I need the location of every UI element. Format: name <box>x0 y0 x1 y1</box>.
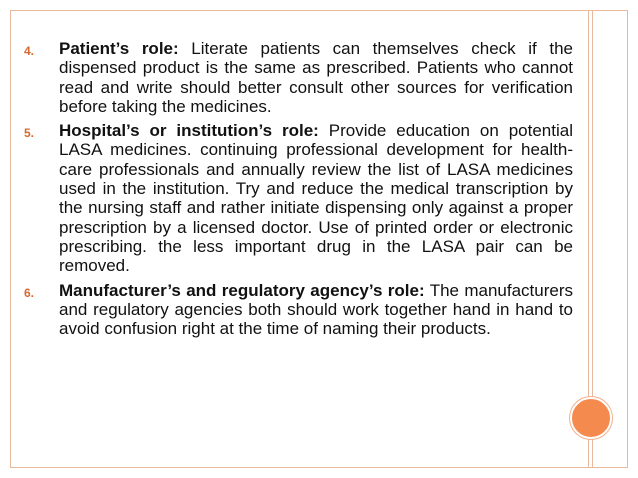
list-item-title: Manufacturer’s and regulatory agency’s role: <box>59 280 425 300</box>
list-item-patient-role <box>24 39 573 116</box>
list-item-body: The manufacturers and regulatory agencies both should work together hand in hand to avoid confusion right at the time of naming their products. <box>59 280 573 339</box>
list-text <box>59 281 573 339</box>
list-number: 6. <box>24 285 35 300</box>
list-text <box>59 121 573 275</box>
list-text <box>59 39 573 116</box>
list-item-title: Patient’s role: <box>59 39 179 58</box>
list-item-title: Hospital’s or institution’s role: <box>59 121 319 141</box>
list-item-body: Provide education on potential LASA medicines. continuing professional development for health-care professionals and annually review the list of LASA medicines used in the institution. Try and reduce the medical transcription by the nursing staff and rather initiate dispensing only against a proper prescription by a licensed doctor. Use of printed order or electronic prescribing. the less important drug in the LASA pair can be removed. <box>59 121 573 276</box>
slide-content <box>24 39 573 343</box>
list-item-manufacturer-role <box>24 281 573 339</box>
list-number: 5. <box>24 126 35 141</box>
decorative-circle-icon <box>570 397 612 439</box>
list-number: 4. <box>24 44 35 58</box>
list-item-hospital-role <box>24 121 573 275</box>
list-item-body: Literate patients can themselves check if the dispensed product is the same as prescribed. Patients who cannot read and write should better consult other sources for verification before taking the medicines. <box>59 39 573 116</box>
